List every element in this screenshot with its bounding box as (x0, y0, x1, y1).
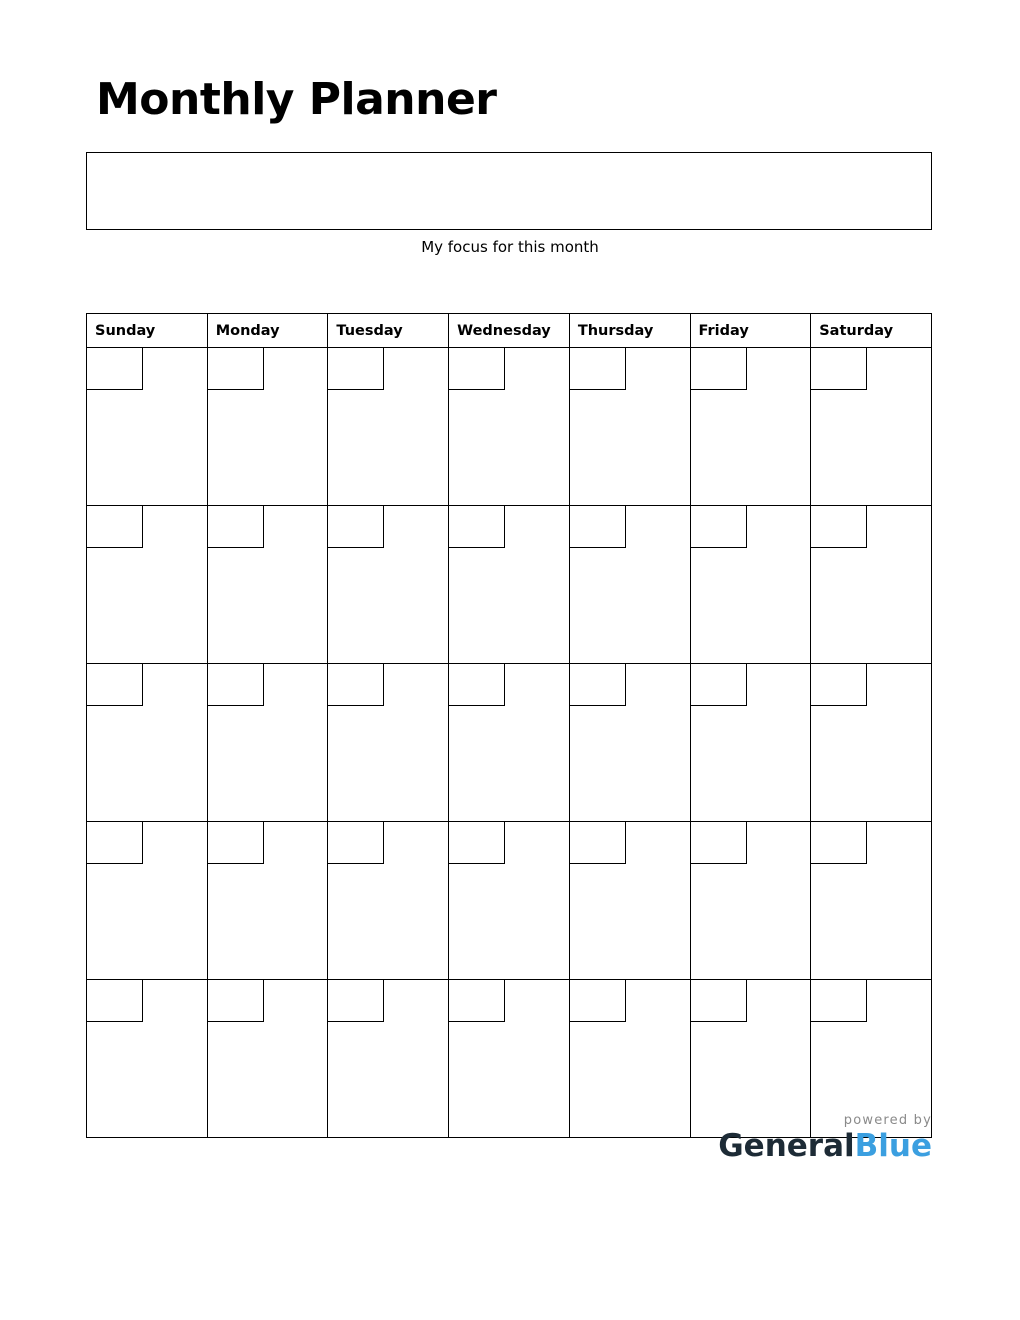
day-number-box (328, 506, 384, 548)
calendar-grid (86, 313, 932, 1138)
day-number-box (87, 822, 143, 864)
calendar-day-cell[interactable] (690, 348, 811, 506)
focus-caption: My focus for this month (421, 238, 599, 256)
day-number-box (87, 664, 143, 706)
calendar-day-cell[interactable] (207, 664, 328, 822)
day-number-box (570, 980, 626, 1022)
day-number-box (208, 822, 264, 864)
day-number-box (208, 980, 264, 1022)
day-number-box (328, 822, 384, 864)
weekday-header-monday: Monday (207, 314, 328, 348)
day-number-box (570, 506, 626, 548)
day-number-box (87, 348, 143, 390)
calendar-day-cell[interactable] (690, 822, 811, 980)
calendar-day-cell[interactable] (569, 348, 690, 506)
day-number-box (328, 348, 384, 390)
calendar-day-cell[interactable] (87, 506, 208, 664)
weekday-header-tuesday: Tuesday (328, 314, 449, 348)
day-number-box (691, 506, 747, 548)
day-number-box (691, 980, 747, 1022)
calendar-day-cell[interactable] (328, 664, 449, 822)
footer-branding (612, 1113, 932, 1163)
focus-input-box[interactable] (86, 152, 932, 230)
day-number-box (811, 348, 867, 390)
calendar-week-row (87, 822, 932, 980)
weekday-header-thursday: Thursday (569, 314, 690, 348)
calendar-week-row (87, 348, 932, 506)
day-number-box (811, 664, 867, 706)
calendar-day-cell[interactable] (690, 664, 811, 822)
calendar-day-cell[interactable] (207, 822, 328, 980)
day-number-box (570, 822, 626, 864)
brand-name-first: General (718, 1128, 855, 1164)
day-number-box (449, 980, 505, 1022)
calendar-day-cell[interactable] (449, 980, 570, 1138)
weekday-header-saturday: Saturday (811, 314, 932, 348)
calendar-day-cell[interactable] (328, 348, 449, 506)
day-number-box (449, 822, 505, 864)
page-title: Monthly Planner (96, 74, 497, 125)
weekday-header-sunday: Sunday (87, 314, 208, 348)
generalblue-logo (612, 1130, 932, 1163)
calendar-day-cell[interactable] (87, 664, 208, 822)
day-number-box (691, 348, 747, 390)
calendar-day-cell[interactable] (811, 822, 932, 980)
brand-name-second: Blue (854, 1128, 932, 1164)
calendar-day-cell[interactable] (690, 506, 811, 664)
calendar-week-row (87, 664, 932, 822)
calendar-day-cell[interactable] (328, 980, 449, 1138)
calendar-day-cell[interactable] (87, 822, 208, 980)
calendar-day-cell[interactable] (328, 506, 449, 664)
calendar-day-cell[interactable] (569, 664, 690, 822)
calendar-day-cell[interactable] (449, 822, 570, 980)
day-number-box (208, 506, 264, 548)
calendar-day-cell[interactable] (87, 980, 208, 1138)
weekday-header-wednesday: Wednesday (449, 314, 570, 348)
calendar-day-cell[interactable] (811, 348, 932, 506)
day-number-box (811, 980, 867, 1022)
calendar-day-cell[interactable] (449, 664, 570, 822)
day-number-box (208, 664, 264, 706)
calendar-day-cell[interactable] (811, 664, 932, 822)
calendar-header-row (87, 314, 932, 348)
calendar-week-row (87, 506, 932, 664)
weekday-header-friday: Friday (690, 314, 811, 348)
calendar-day-cell[interactable] (449, 506, 570, 664)
day-number-box (449, 348, 505, 390)
calendar-day-cell[interactable] (569, 506, 690, 664)
calendar-day-cell[interactable] (207, 506, 328, 664)
day-number-box (570, 664, 626, 706)
day-number-box (208, 348, 264, 390)
calendar-day-cell[interactable] (811, 506, 932, 664)
calendar-day-cell[interactable] (87, 348, 208, 506)
day-number-box (87, 506, 143, 548)
day-number-box (811, 822, 867, 864)
powered-by-label: powered by (843, 1113, 932, 1128)
day-number-box (811, 506, 867, 548)
calendar-day-cell[interactable] (207, 348, 328, 506)
calendar-day-cell[interactable] (328, 822, 449, 980)
calendar-day-cell[interactable] (449, 348, 570, 506)
calendar-day-cell[interactable] (569, 822, 690, 980)
day-number-box (449, 664, 505, 706)
day-number-box (87, 980, 143, 1022)
day-number-box (449, 506, 505, 548)
day-number-box (328, 664, 384, 706)
calendar-day-cell[interactable] (207, 980, 328, 1138)
day-number-box (691, 822, 747, 864)
day-number-box (570, 348, 626, 390)
day-number-box (691, 664, 747, 706)
day-number-box (328, 980, 384, 1022)
